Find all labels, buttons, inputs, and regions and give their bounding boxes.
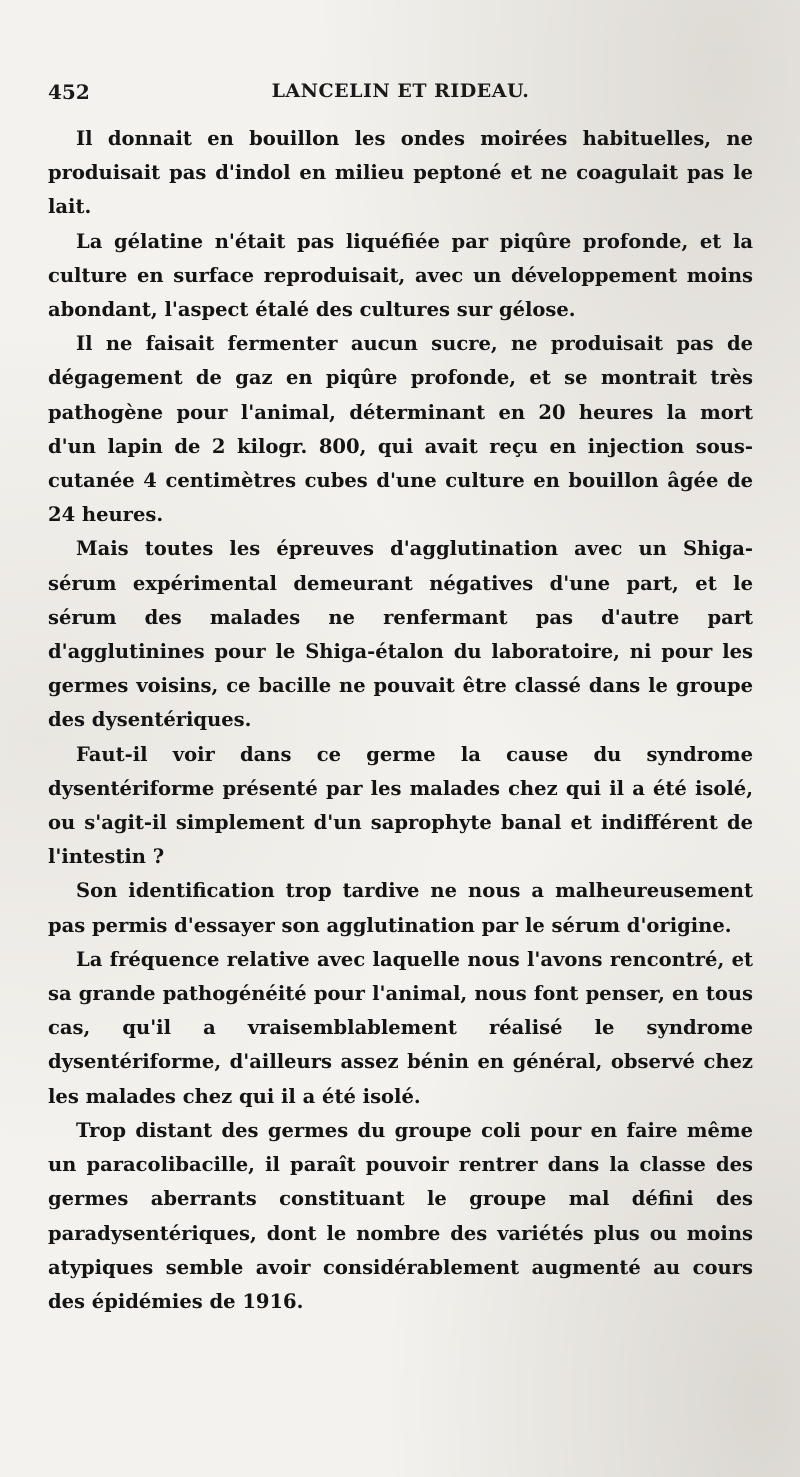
body-text <box>48 122 753 1319</box>
paragraph: Trop distant des germes du groupe coli pour en faire même un paracolibacille, il paraît pouvoir rentrer dans la classe des germes aberrants constituant le groupe mal défini des paradysentériques, dont le nombre des variétés plus ou moins atypiques semble avoir considérablement augmenté au cours des épidémies de 1916. <box>48 1118 753 1313</box>
paragraph: La gélatine n'était pas liquéfiée par piqûre profonde, et la culture en surface reproduisait, avec un développement moins abondant, l'aspect étalé des cultures sur gélose. <box>48 229 753 322</box>
running-head <box>48 80 753 108</box>
paragraph: La fréquence relative avec laquelle nous l'avons rencontré, et sa grande pathogénéité pour l'animal, nous font penser, en tous cas, qu'il a vraisemblablement réalisé le syndrome dysentériforme, d'ailleurs assez bénin en général, observé chez les malades chez qui il a été isolé. <box>48 947 753 1108</box>
paragraph: Son identification trop tardive ne nous a malheureusement pas permis d'essayer son agglutination par le sérum d'origine. <box>48 879 753 937</box>
paragraph: Faut-il voir dans ce germe la cause du syndrome dysentériforme présenté par les malades chez qui il a été isolé, ou s'agit-il simplement d'un saprophyte banal et indifférent de l'intestin ? <box>48 742 753 869</box>
paragraph: Il donnait en bouillon les ondes moirées habituelles, ne produisait pas d'indol en milieu peptoné et ne coagulait pas le lait. <box>48 127 753 219</box>
paragraph: Il ne faisait fermenter aucun sucre, ne produisait pas de dégagement de gaz en piqûre profonde, et se montrait très pathogène pour l'animal, déterminant en 20 heures la mort d'un lapin de 2 kilogr. 800, qui avait reçu en injection sous-cutanée 4 centimètres cubes d'une culture en bouillon âgée de 24 heures. <box>48 332 753 527</box>
paragraph: Mais toutes les épreuves d'agglutination avec un Shiga-sérum expérimental demeurant négatives d'une part, et le sérum des malades ne renfermant pas d'autre part d'agglutinines pour le Shiga-étalon du laboratoire, ni pour les germes voisins, ce bacille ne pouvait être classé dans le groupe des dysentériques. <box>48 537 753 732</box>
running-title: LANCELIN ET RIDEAU. <box>271 80 530 102</box>
page-number: 452 <box>48 80 90 104</box>
